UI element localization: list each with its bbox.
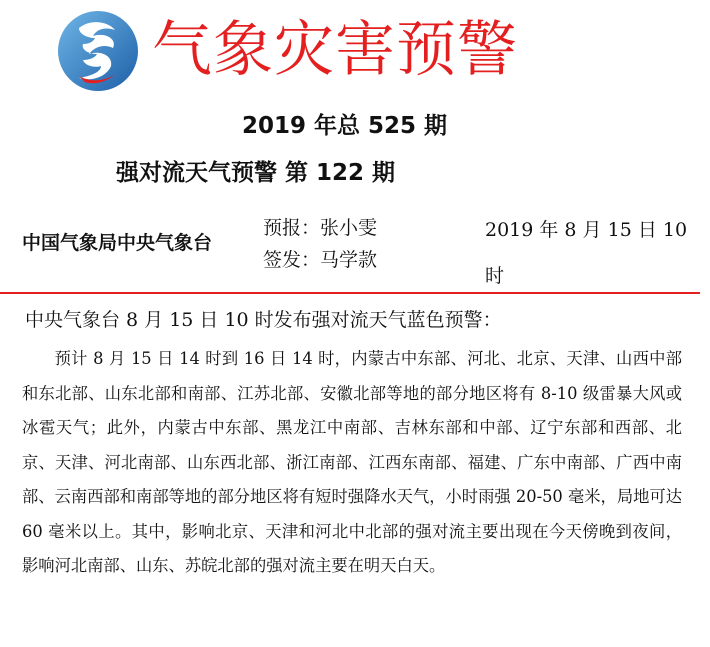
issuing-organization: 中国气象局中央气象台	[22, 232, 213, 254]
signer: 签发：马学款	[263, 249, 378, 271]
issue-datetime: 2019 年 8 月 15 日 10 时	[485, 219, 688, 287]
weather-bureau-emblem	[57, 10, 139, 92]
issue-type-number: 强对流天气预警 第 122 期	[116, 160, 396, 186]
issue-total-number: 2019 年总 525 期	[242, 113, 448, 139]
warning-headline: 中央气象台 8 月 15 日 10 时发布强对流天气蓝色预警：	[25, 309, 502, 331]
forecaster: 预报：张小雯	[263, 217, 378, 239]
masthead-title: 气象灾害预警	[152, 15, 518, 85]
header-divider	[0, 292, 700, 294]
warning-body: 预计 8 月 15 日 14 时到 16 日 14 时，内蒙古中东部、河北、北京、天津、山西中部和东北部、山东北部和南部、江苏北部、安徽北部等地的部分地区将有 8-10 级雷暴大风或冰雹天气；此外，内蒙古中东部、黑龙江中南部、吉林东部和中部、辽宁东部和西部、北京、天津、河北南部、山东西北部、浙江南部、江西东南部、福建、广东中南部、广西中南部、云南西部和南部等地的部分地区将有短时强降水天气，小时雨强 20-50 毫米，局地可达 60 毫米以上。其中，影响北京、天津和河北中北部的强对流主要出现在今天傍晚到夜间，影响河北南部、山东、苏皖北部的强对流主要在明天白天。	[22, 349, 682, 575]
emblem-graphic	[57, 10, 139, 92]
